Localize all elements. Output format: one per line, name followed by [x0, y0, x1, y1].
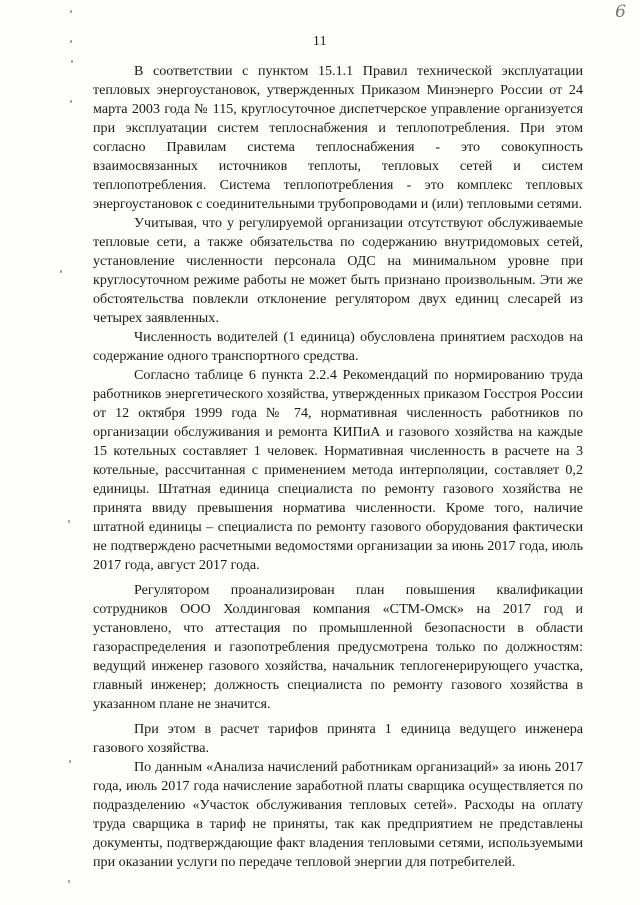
scan-speck: [70, 100, 72, 103]
scan-speck: [60, 270, 62, 273]
scan-speck: [68, 880, 70, 883]
page-number: 11: [313, 33, 327, 48]
paragraph: При этом в расчет тарифов принята 1 единица ведущего инженера газового хозяйства.: [93, 721, 583, 756]
scan-speck: [71, 60, 73, 63]
document-body: [93, 62, 583, 872]
paragraph: По данным «Анализа начислений работникам организаций» за июнь 2017 года, июль 2017 года начисление заработной платы сварщика осуществляется по подразделению «Участок обслуживания тепловых сетей». Расходы на оплату труда сварщика в тариф не приняты, так как предприятием не представлены документы, подтверждающие факт владения тепловыми сетями, используемыми при оказании услуги по передаче тепловой энергии для потребителей.: [93, 759, 583, 870]
paragraph: В соответствии с пунктом 15.1.1 Правил технической эксплуатации тепловых энергоустановок, утвержденных Приказом Минэнерго России от 24 марта 2003 года № 115, круглосуточное диспетчерское управление организуется при эксплуатации систем теплоснабжения и теплопотребления. При этом согласно Правилам система теплоснабжения - это совокупность взаимосвязанных источников теплоты, тепловых сетей и систем теплопотребления. Система теплопотребления - это комплекс тепловых энергоустановок с соединительными трубопроводами и (или) тепловыми сетями.: [93, 63, 583, 212]
scan-speck: [70, 10, 72, 13]
handwritten-page-mark: 6: [615, 2, 626, 22]
scan-speck: [69, 760, 71, 763]
paragraph: Регулятором проанализирован план повышения квалификации сотрудников ООО Холдинговая компания «СТМ-Омск» на 2017 год и установлено, что аттестация по промышленной безопасности в области газораспределения и газопотребления предусмотрена только по должностям: ведущий инженер газового хозяйства, начальник теплогенерирующего участка, главный инженер; должность специалиста по ремонту газового хозяйства в указанном плане не значится.: [93, 582, 583, 712]
paragraph: Учитывая, что у регулируемой организации отсутствуют обслуживаемые тепловые сети, а также обязательства по содержанию внутридомовых сетей, установление численности персонала ОДС на минимальном уровне при круглосуточном режиме работы не может быть признано произвольным. Эти же обстоятельства повлекли отклонение регулятором двух единиц слесарей из четырех заявленных.: [93, 215, 583, 326]
paragraph: Согласно таблице 6 пункта 2.2.4 Рекомендаций по нормированию труда работников энергетического хозяйства, утвержденных приказом Госстроя России от 12 октября 1999 года № 74, нормативная численность работников по организации обслуживания и ремонта КИПиА и газового хозяйства на каждые 15 котельных составляет 1 человек. Нормативная численность в расчете на 3 котельные, рассчитанная с применением метода интерполяции, составляет 0,2 единицы. Штатная единица специалиста по ремонту газового хозяйства не принята ввиду превышения норматива численности. Кроме того, наличие штатной единицы – специалиста по ремонту газового оборудования фактически не подтверждено расчетными ведомостями организации за июнь 2017 года, июль 2017 года, август 2017 года.: [93, 367, 583, 573]
scan-speck: [70, 40, 72, 43]
scan-speck: [68, 520, 70, 523]
paragraph: Численность водителей (1 единица) обусловлена принятием расходов на содержание одного транспортного средства.: [93, 329, 583, 364]
